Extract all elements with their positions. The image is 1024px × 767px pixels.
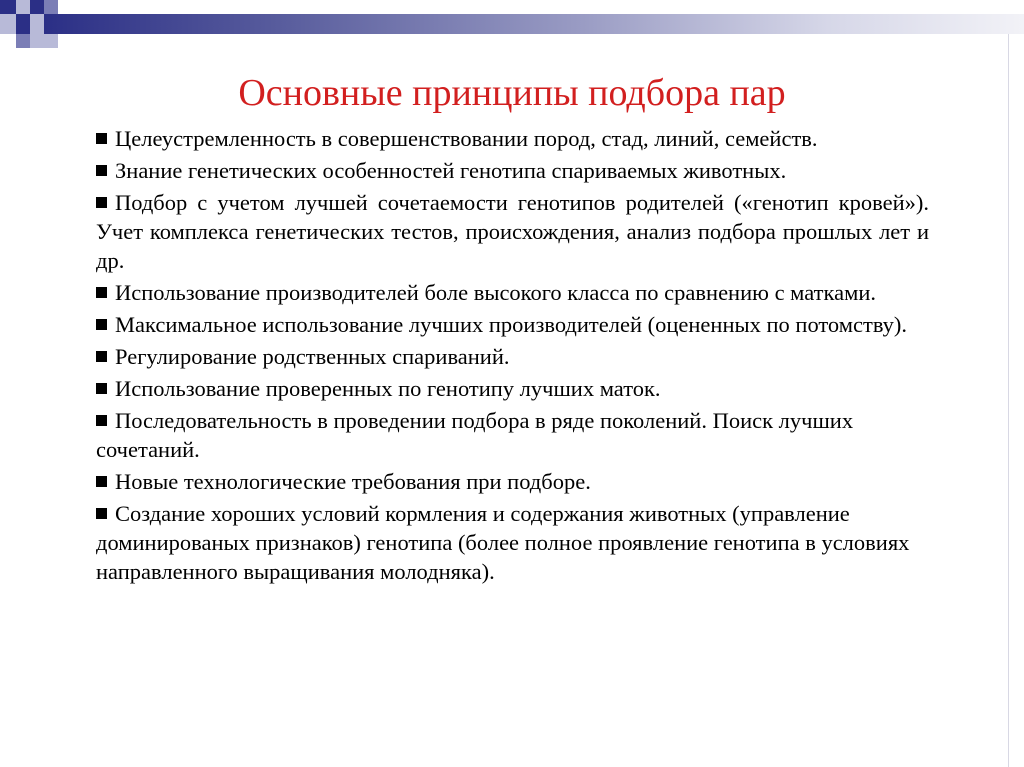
- bullet-list: [96, 124, 929, 589]
- list-item: Новые технологические требования при подборе.: [96, 467, 929, 496]
- black-square-bullet-icon: [96, 351, 107, 362]
- list-item: Подбор с учетом лучшей сочетаемости генотипов родителей («генотип кровей»). Учет комплекса генетических тестов, происхождения, анализ подбора прошлых лет и др.: [96, 190, 929, 273]
- black-square-bullet-icon: [96, 133, 107, 144]
- deco-square: [16, 14, 30, 34]
- deco-square: [16, 34, 30, 48]
- deco-square: [30, 14, 44, 34]
- deco-square: [0, 0, 16, 14]
- list-item: Знание генетических особенностей генотипа спариваемых животных.: [96, 156, 929, 185]
- list-item: Целеустремленность в совершенствовании пород, стад, линий, семейств.: [96, 124, 929, 153]
- gradient-bar: [44, 14, 1024, 34]
- black-square-bullet-icon: [96, 165, 107, 176]
- list-item: Регулирование родственных спариваний.: [96, 342, 929, 371]
- list-item: Максимальное использование лучших производителей (оцененных по потомству).: [96, 310, 929, 339]
- black-square-bullet-icon: [96, 197, 107, 208]
- slide-title: Основные принципы подбора пар: [238, 72, 786, 114]
- black-square-bullet-icon: [96, 415, 107, 426]
- right-border-line: [1008, 34, 1009, 767]
- deco-square: [0, 14, 16, 34]
- list-item: Последовательность в проведении подбора в ряде поколений. Поиск лучших сочетаний.: [96, 408, 854, 462]
- deco-square: [44, 0, 58, 14]
- black-square-bullet-icon: [96, 319, 107, 330]
- deco-square: [44, 34, 58, 48]
- deco-square: [30, 0, 44, 14]
- decorative-header: [0, 0, 1024, 60]
- deco-square: [30, 34, 44, 48]
- black-square-bullet-icon: [96, 476, 107, 487]
- list-item: Создание хороших условий кормления и содержания животных (управление доминированых признаков) генотипа (более полное проявление генотипа в условиях направленного выращивания молодняка).: [96, 501, 910, 584]
- list-item: Использование производителей боле высокого класса по сравнению с матками.: [96, 278, 929, 307]
- deco-square: [16, 0, 30, 14]
- black-square-bullet-icon: [96, 508, 107, 519]
- list-item: Использование проверенных по генотипу лучших маток.: [96, 374, 929, 403]
- black-square-bullet-icon: [96, 287, 107, 298]
- black-square-bullet-icon: [96, 383, 107, 394]
